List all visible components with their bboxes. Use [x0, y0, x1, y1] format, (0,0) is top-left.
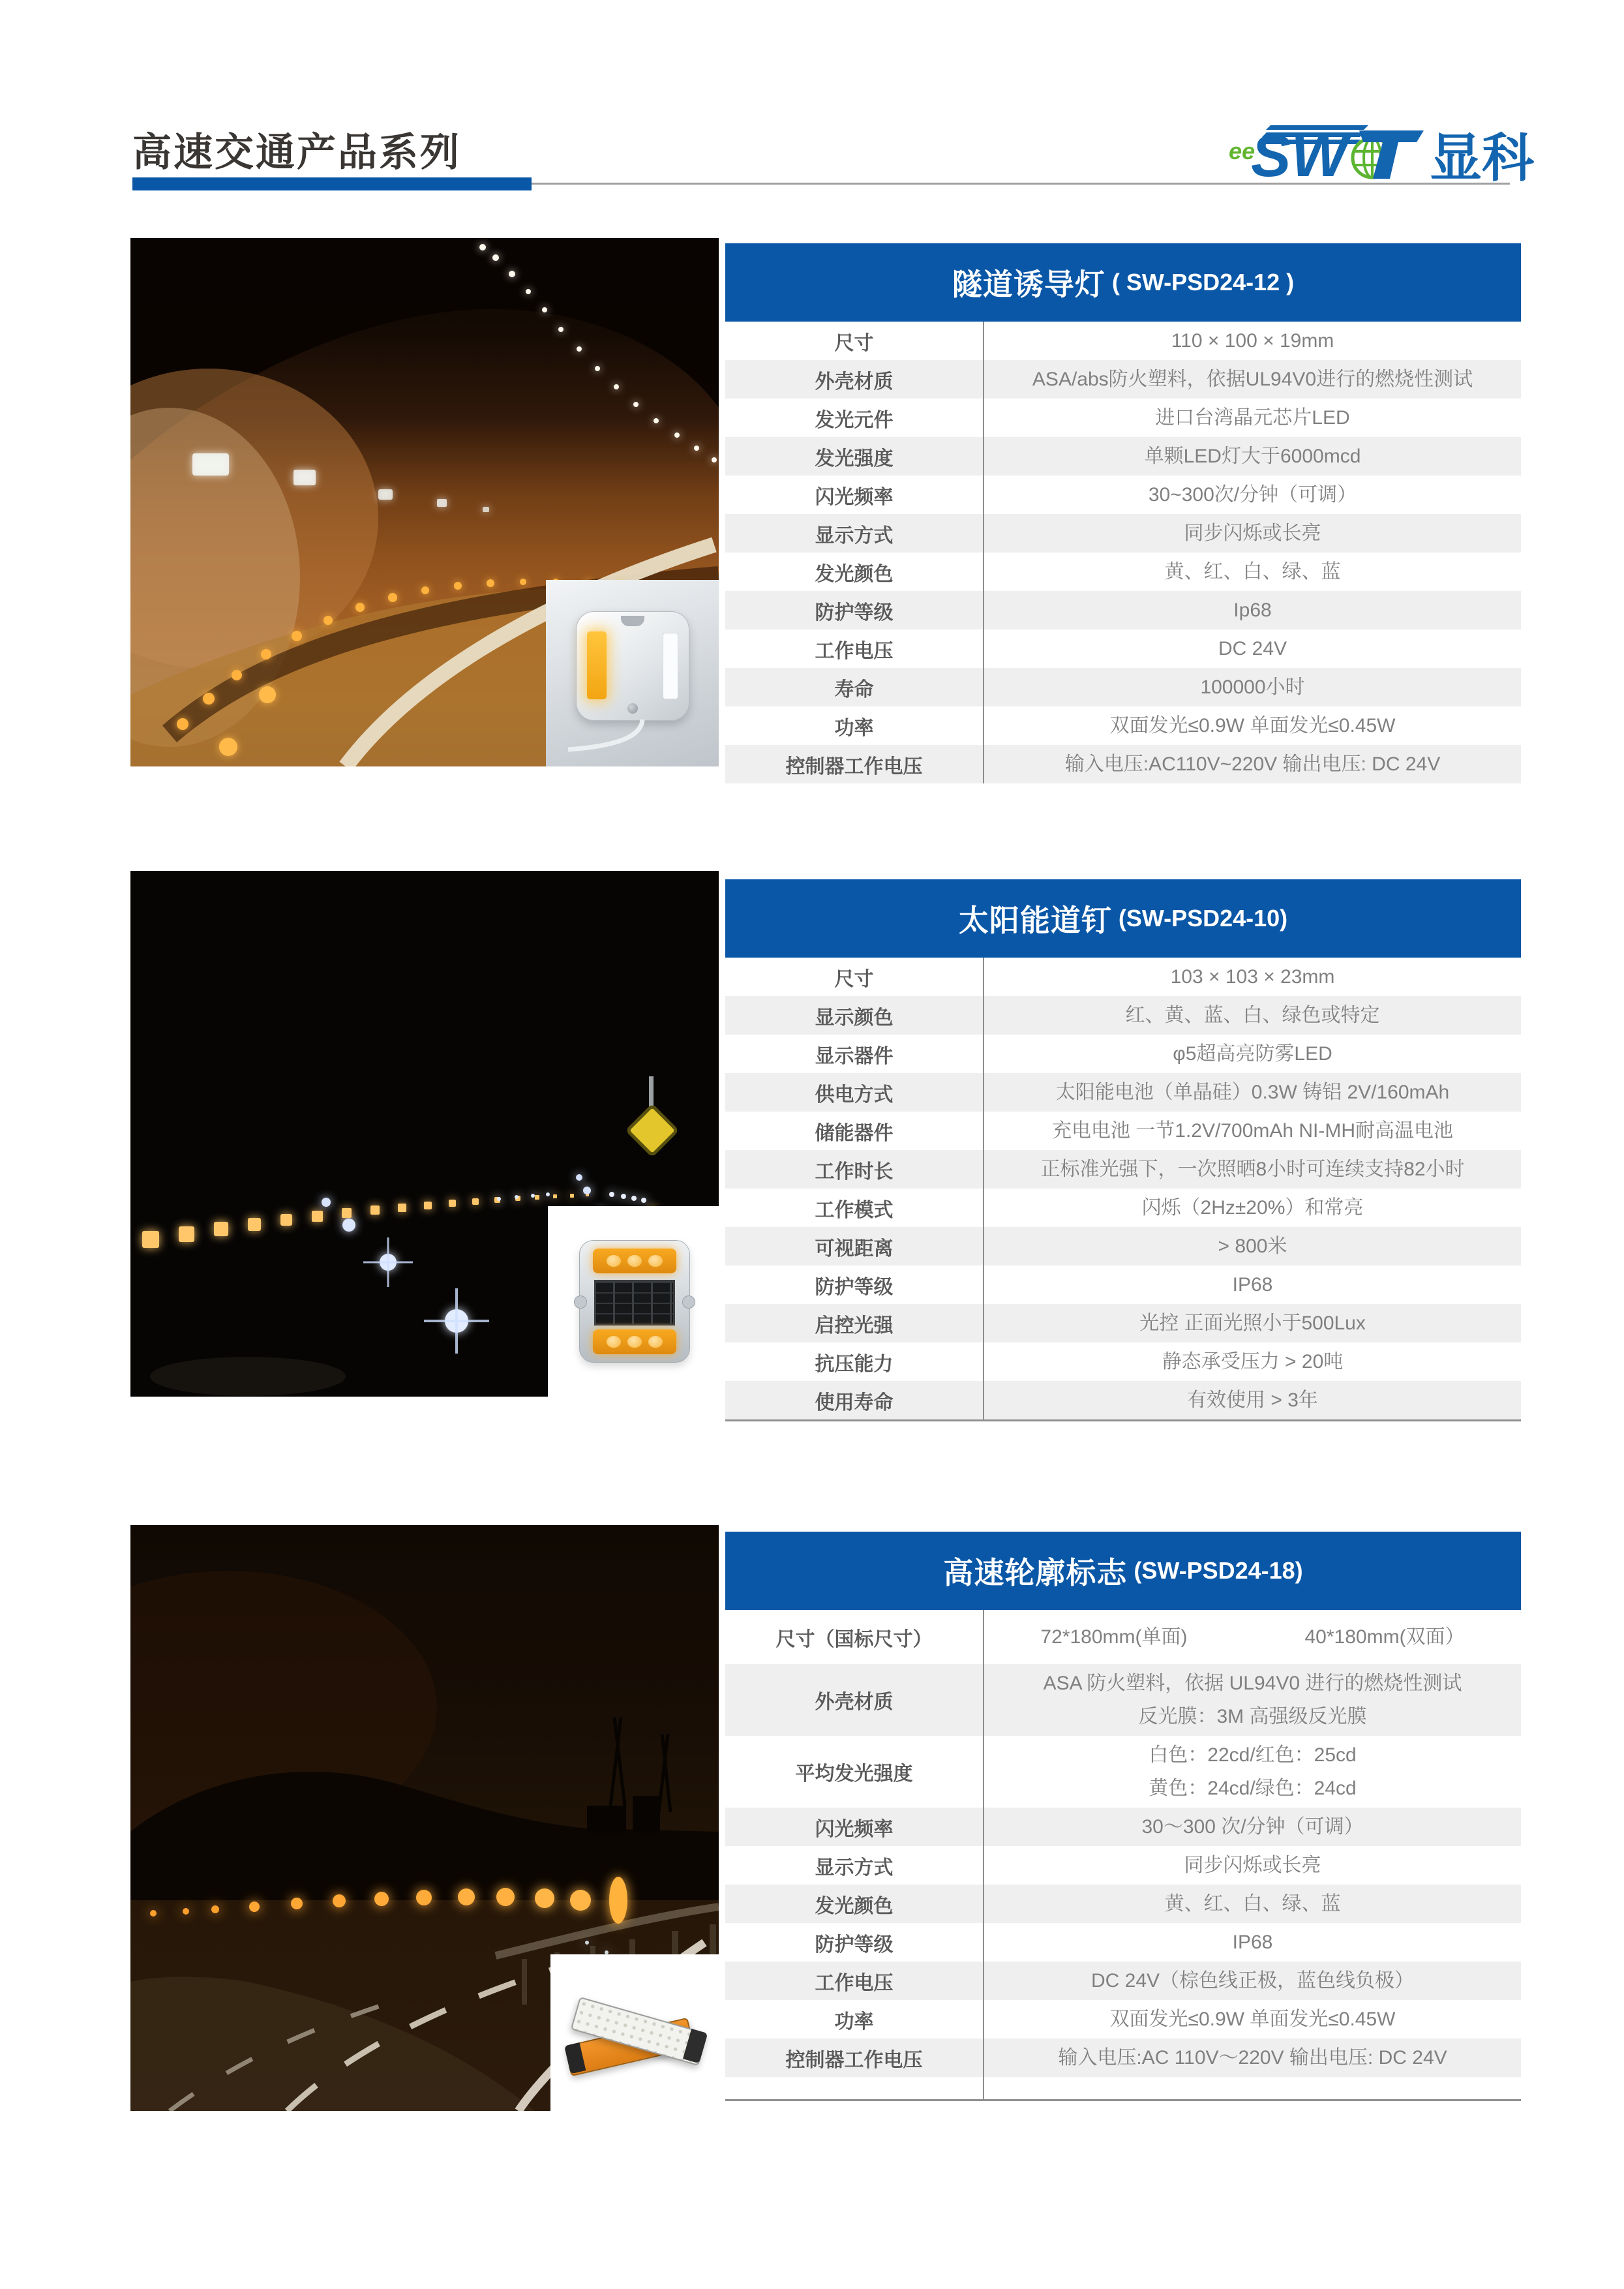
spec-value: 光控 正面光照小于500Lux — [983, 1304, 1521, 1342]
spec-label: 供电方式 — [815, 1084, 894, 1106]
logo-cn-text: 显科 — [1430, 129, 1534, 187]
spec-value: IP68 — [983, 1923, 1521, 1962]
spec-label: 显示颜色 — [815, 1007, 894, 1029]
page-title: 高速交通产品系列 — [132, 130, 461, 174]
table-row — [725, 399, 1521, 437]
spec-label: 外壳材质 — [815, 1691, 894, 1713]
spec-value: 闪烁（2Hz±20%）和常亮 — [983, 1189, 1521, 1227]
table-row — [725, 514, 1521, 553]
stud-screw — [627, 703, 638, 714]
highway-delineator-photo — [130, 1525, 719, 2111]
spec-value: 太阳能电池（单晶硅）0.3W 铸铝 2V/160mAh — [983, 1073, 1521, 1112]
spec-value: 同步闪烁或长亮 — [983, 514, 1521, 553]
product-model: ( SW-PSD24-12 ) — [1111, 269, 1295, 296]
spec-value: φ5超高亮防雾LED — [983, 1035, 1521, 1073]
spec-value: 输入电压:AC110V~220V 输出电压: DC 24V — [983, 745, 1521, 783]
spec-label: 尺寸（国标尺寸） — [775, 1628, 933, 1650]
spec-value: 黄、红、白、绿、蓝 — [983, 553, 1521, 591]
spec-label: 防护等级 — [815, 1933, 894, 1956]
spec-label: 显示器件 — [815, 1045, 894, 1067]
solar-stud-inset-photo — [548, 1206, 719, 1397]
solar-panel — [594, 1280, 675, 1326]
spec-value: 输入电压:AC 110V～220V 输出电压: DC 24V — [983, 2039, 1521, 2077]
spec-label: 可视距离 — [815, 1237, 894, 1260]
spec-label: 储能器件 — [815, 1122, 894, 1144]
spec-label: 工作电压 — [815, 1972, 894, 1994]
table-row — [725, 629, 1521, 668]
spec-value: Ip68 — [983, 591, 1521, 629]
table-row — [725, 745, 1521, 783]
spec-value: 静态承受压力 > 20吨 — [983, 1342, 1521, 1381]
spec-label: 抗压能力 — [815, 1353, 894, 1375]
spec-value: 103 × 103 × 23mm — [983, 958, 1521, 996]
road-stud-body — [576, 611, 689, 721]
amber-reflector-bar — [593, 1329, 676, 1354]
table-row — [725, 706, 1521, 745]
swt-logo-graphic — [1225, 116, 1539, 187]
product-title: 隧道诱导灯 — [952, 267, 1105, 301]
company-logo — [1225, 116, 1539, 190]
table-row — [725, 996, 1521, 1035]
table-row — [725, 1846, 1521, 1885]
table-row — [725, 1885, 1521, 1923]
spec-label: 工作电压 — [815, 640, 894, 662]
table-row — [725, 1266, 1521, 1304]
spec-label: 闪光频率 — [815, 1818, 894, 1840]
table-row — [725, 1073, 1521, 1112]
spec-value: 72*180mm(单面) 40*180mm(双面） — [983, 1610, 1521, 1664]
stud-cable — [565, 718, 719, 766]
table-row — [725, 1227, 1521, 1266]
road-stud-inset-photo — [546, 580, 719, 766]
spec-value: IP68 — [983, 1266, 1521, 1304]
table-row — [725, 360, 1521, 399]
spec-label: 功率 — [834, 717, 874, 739]
spec-value: 红、黄、蓝、白、绿色或特定 — [983, 996, 1521, 1035]
spec-table-solar-stud — [725, 879, 1521, 1421]
logo-sw-text: SW — [1251, 123, 1348, 187]
logo-ee-mark: ee — [1229, 138, 1256, 164]
spec-value: 有效使用 > 3年 — [983, 1381, 1521, 1419]
spec-label: 使用寿命 — [815, 1391, 894, 1414]
table-row — [725, 1189, 1521, 1227]
spec-rows — [725, 1610, 1521, 2099]
table-row — [725, 1150, 1521, 1189]
spec-label: 工作模式 — [815, 1199, 894, 1221]
table-row — [725, 1112, 1521, 1150]
spec-value: 110 × 100 × 19mm — [983, 322, 1521, 360]
table-row — [725, 1923, 1521, 1962]
table-row — [725, 1035, 1521, 1073]
table-row — [725, 322, 1521, 360]
spec-value: 白色：22cd/红色：25cd 黄色：24cd/绿色：24cd — [983, 1736, 1521, 1808]
spec-label: 发光颜色 — [815, 563, 894, 585]
spec-label: 外壳材质 — [815, 371, 894, 393]
spec-value: 单颗LED灯大于6000mcd — [983, 437, 1521, 476]
spec-label: 工作时长 — [815, 1160, 894, 1183]
table-row — [725, 1808, 1521, 1846]
tunnel-photo — [130, 238, 719, 766]
spec-label: 防护等级 — [815, 1276, 894, 1298]
spec-label: 显示方式 — [815, 1857, 894, 1879]
spec-label: 功率 — [834, 2010, 874, 2033]
table-row — [725, 553, 1521, 591]
spec-value: 双面发光≤0.9W 单面发光≤0.45W — [983, 2000, 1521, 2039]
table-row — [725, 1962, 1521, 2000]
spec-value: 同步闪烁或长亮 — [983, 1846, 1521, 1885]
table-header — [725, 243, 1521, 322]
spec-value: > 800米 — [983, 1227, 1521, 1266]
yellow-reflector-strip — [587, 631, 607, 699]
spec-label: 闪光频率 — [815, 486, 894, 508]
table-row — [725, 1610, 1521, 1664]
table-row — [725, 591, 1521, 629]
spec-table-delineator — [725, 1532, 1521, 2101]
spec-label: 启控光强 — [815, 1314, 894, 1337]
spec-value: 100000小时 — [983, 668, 1521, 706]
spec-rows — [725, 322, 1521, 783]
delineator-inset-photo — [550, 1954, 719, 2111]
spec-label: 发光元件 — [815, 409, 894, 431]
table-row — [725, 1381, 1521, 1419]
spec-label: 控制器工作电压 — [785, 2049, 923, 2071]
spec-value: 黄、红、白、绿、蓝 — [983, 1885, 1521, 1923]
spec-value: ASA 防火塑料，依据 UL94V0 进行的燃烧性测试 反光膜：3M 高强级反光膜 — [983, 1664, 1521, 1736]
stud-mount-ear — [682, 1296, 695, 1309]
table-row — [725, 1342, 1521, 1381]
table-row — [725, 437, 1521, 476]
spec-rows — [725, 958, 1521, 1419]
spec-value: 进口台湾晶元芯片LED — [983, 399, 1521, 437]
spec-label: 尺寸 — [834, 968, 874, 990]
table-row — [725, 1304, 1521, 1342]
table-row — [725, 1736, 1521, 1808]
spec-value: 30～300 次/分钟（可调） — [983, 1808, 1521, 1846]
spec-value: 30~300次/分钟（可调） — [983, 476, 1521, 514]
table-row — [725, 1664, 1521, 1736]
spec-label: 发光颜色 — [815, 1895, 894, 1917]
table-header — [725, 1532, 1521, 1610]
spec-label: 平均发光强度 — [795, 1763, 913, 1785]
spec-label: 防护等级 — [815, 601, 894, 624]
stud-mount-ear — [574, 1296, 587, 1309]
spec-label: 寿命 — [834, 678, 874, 701]
stud-notch — [621, 616, 644, 626]
title-underline-bar — [132, 177, 532, 190]
table-tail-row — [725, 2077, 1521, 2099]
spec-value: ASA/abs防火塑料，依据UL94V0进行的燃烧性测试 — [983, 360, 1521, 399]
amber-reflector-bar — [593, 1249, 676, 1273]
table-row — [725, 2039, 1521, 2077]
spec-label: 尺寸 — [834, 332, 874, 354]
table-row — [725, 958, 1521, 996]
product-title: 太阳能道钉 — [958, 903, 1112, 937]
spec-label: 显示方式 — [815, 524, 894, 547]
solar-stud-body — [579, 1240, 690, 1363]
table-row — [725, 668, 1521, 706]
product-title: 高速轮廓标志 — [943, 1556, 1128, 1590]
spec-table-tunnel-light — [725, 243, 1521, 783]
table-row — [725, 2000, 1521, 2039]
table-row — [725, 476, 1521, 514]
spec-value: DC 24V（棕色线正极，蓝色线负极） — [983, 1962, 1521, 2000]
product-model: (SW-PSD24-10) — [1118, 905, 1288, 932]
product-model: (SW-PSD24-18) — [1134, 1557, 1303, 1584]
spec-value: 双面发光≤0.9W 单面发光≤0.45W — [983, 706, 1521, 745]
spec-value: 正标准光强下，一次照晒8小时可连续支持82小时 — [983, 1150, 1521, 1189]
spec-value: DC 24V — [983, 629, 1521, 668]
table-header — [725, 879, 1521, 958]
spec-label: 发光强度 — [815, 447, 894, 470]
spec-label: 控制器工作电压 — [785, 755, 923, 778]
solar-stud-road-photo — [130, 871, 719, 1397]
spec-value: 充电电池 一节1.2V/700mAh NI-MH耐高温电池 — [983, 1112, 1521, 1150]
white-reflector-strip — [663, 633, 678, 699]
